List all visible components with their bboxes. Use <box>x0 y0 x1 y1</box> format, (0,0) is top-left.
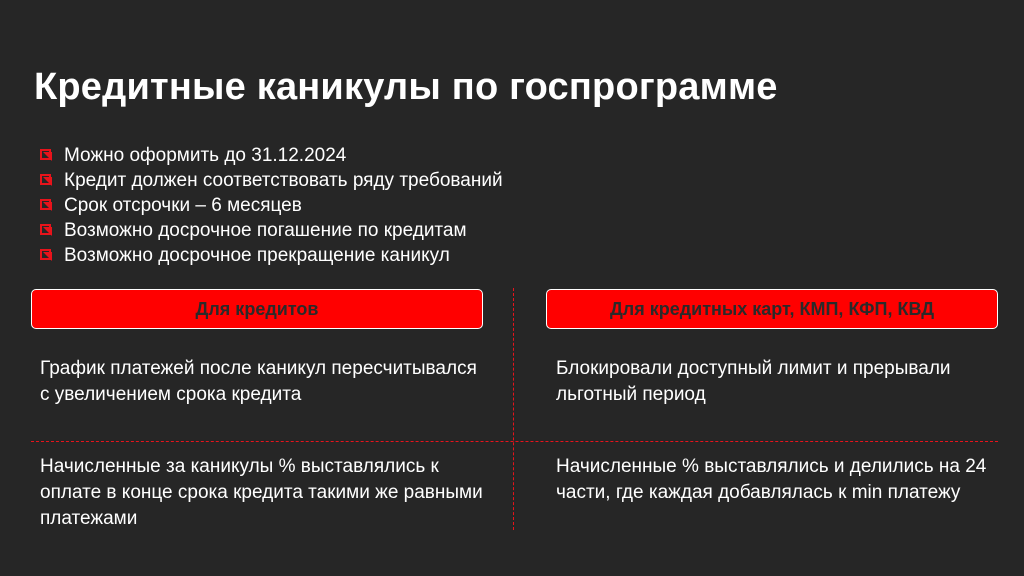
column-header-label: Для кредитных карт, КМП, КФП, КВД <box>609 298 935 319</box>
bullet-item <box>40 193 503 218</box>
column-header-credits <box>31 289 483 329</box>
column-header-cards <box>546 289 998 329</box>
vertical-divider <box>513 288 514 530</box>
checkbox-icon <box>40 249 51 260</box>
bullet-list <box>40 143 503 268</box>
bullet-text: Возможно досрочное погашение по кредитам <box>64 219 467 241</box>
bullet-item <box>40 243 503 268</box>
bullet-text: Можно оформить до 31.12.2024 <box>64 144 347 166</box>
column-header-label: Для кредитов <box>195 298 319 319</box>
cell-row1-right: Блокировали доступный лимит и прерывали льготный период <box>556 358 951 405</box>
bullet-text: Возможно досрочное прекращение каникул <box>64 244 450 266</box>
bullet-item <box>40 218 503 243</box>
checkbox-icon <box>40 224 51 235</box>
bullet-item <box>40 143 503 168</box>
bullet-item <box>40 168 503 193</box>
cell-row1-left: График платежей после каникул пересчитывался с увеличением срока кредита <box>40 358 477 405</box>
bullet-text: Срок отсрочки – 6 месяцев <box>64 194 302 216</box>
slide-title: Кредитные каникулы по госпрограмме <box>34 66 778 108</box>
checkbox-icon <box>40 174 51 185</box>
checkbox-icon <box>40 199 51 210</box>
bullet-text: Кредит должен соответствовать ряду требований <box>64 169 503 191</box>
cell-row2-right: Начисленные % выставлялись и делились на 24 части, где каждая добавлялась к min платежу <box>556 456 987 503</box>
cell-row2-left: Начисленные за каникулы % выставлялись к оплате в конце срока кредита такими же равными платежами <box>40 456 483 529</box>
horizontal-divider <box>31 441 998 442</box>
checkbox-icon <box>40 149 51 160</box>
